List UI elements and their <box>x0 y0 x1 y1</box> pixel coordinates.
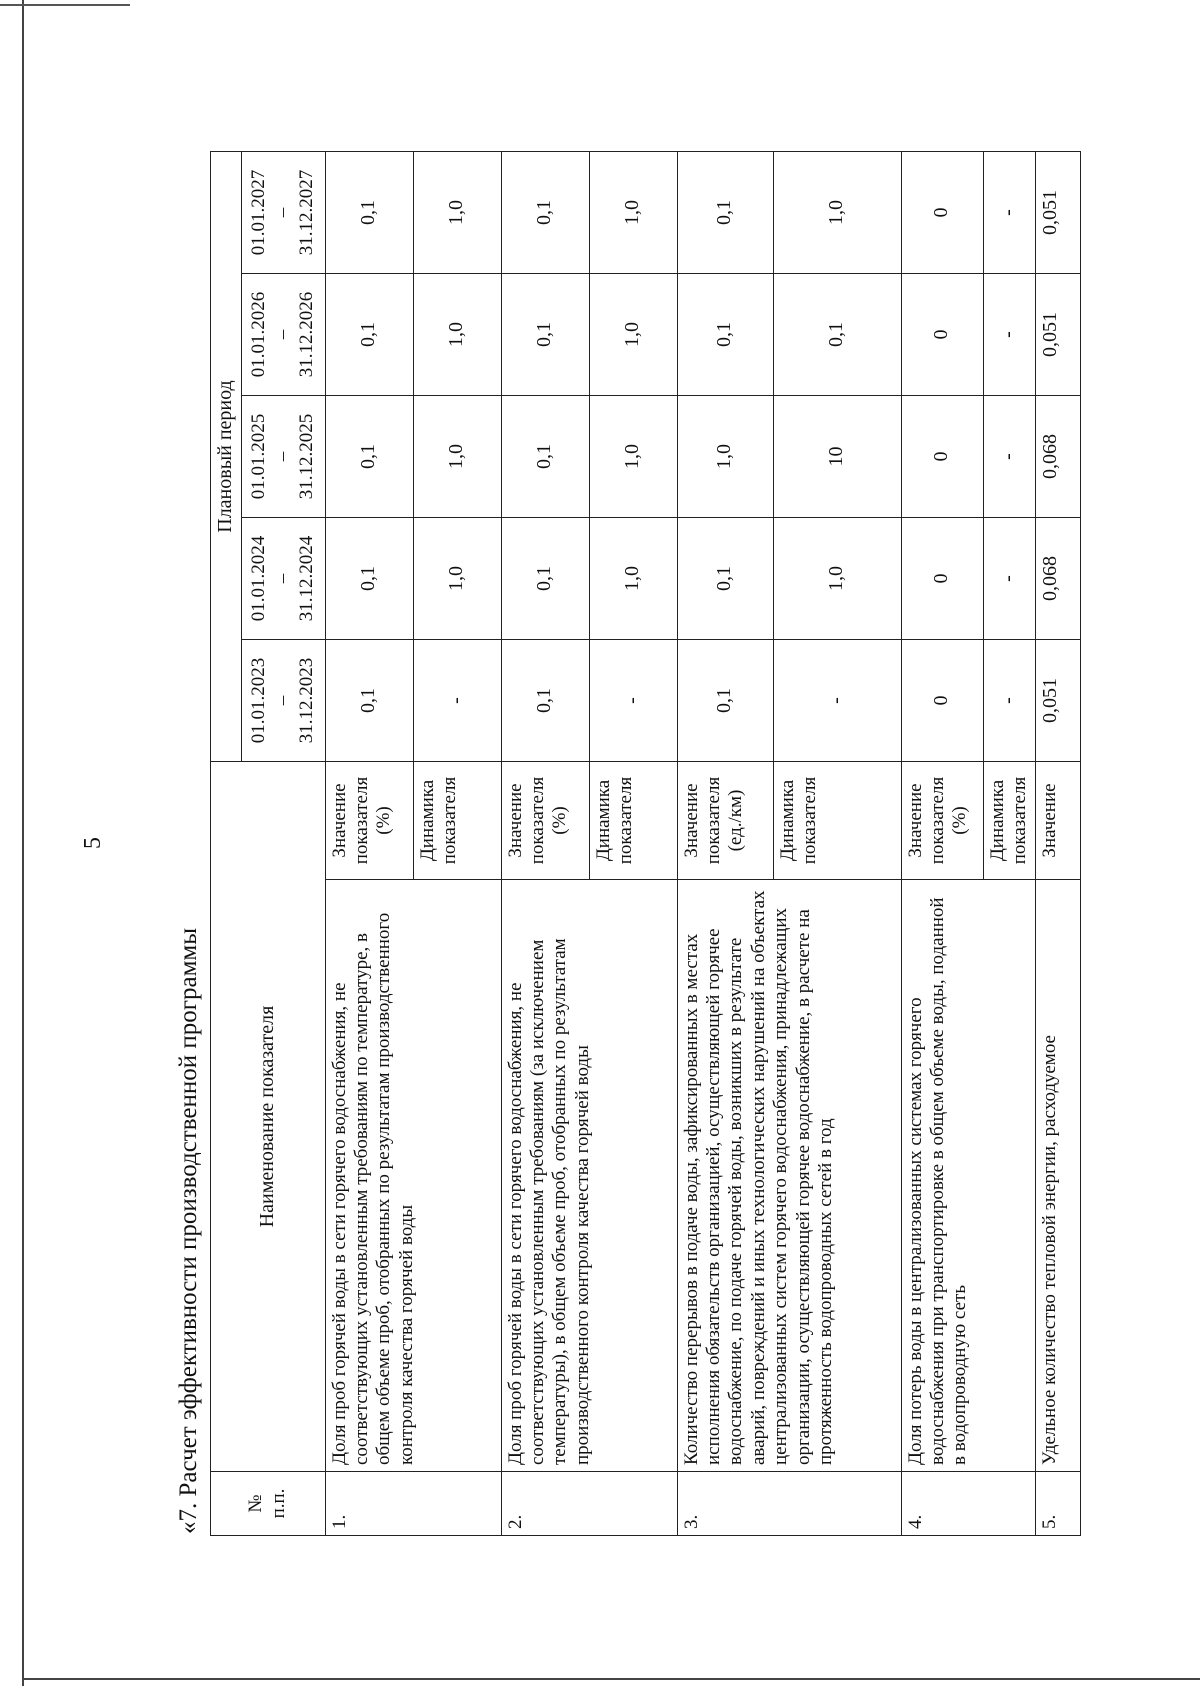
value-cell: - <box>413 640 501 762</box>
indicator-type: Значение показателя (ед./км) <box>677 762 773 880</box>
indicator-type: Динамика показателя <box>983 762 1035 880</box>
table-wrapper <box>210 151 1081 1536</box>
value-cell: - <box>983 640 1035 762</box>
indicator-name: Удельное количество тепловой энергии, расходуемое <box>1035 880 1080 1472</box>
value-cell: - <box>983 152 1035 274</box>
value-cell: - <box>983 274 1035 396</box>
period-to: 31.12.2026 <box>296 291 318 378</box>
table-row <box>325 152 413 1536</box>
value-cell: 0,1 <box>501 518 589 640</box>
row-number: 5. <box>1035 1472 1080 1536</box>
table-row <box>901 152 983 1536</box>
value-cell: 0,1 <box>677 640 773 762</box>
value-cell: 1,0 <box>413 396 501 518</box>
value-cell: - <box>983 396 1035 518</box>
value-cell: 0,1 <box>677 274 773 396</box>
value-cell: 1,0 <box>773 152 901 274</box>
indicator-type: Динамика показателя <box>413 762 501 880</box>
period-dash: – <box>271 207 293 218</box>
period-column-header <box>241 274 325 396</box>
row-number: 4. <box>901 1472 1035 1536</box>
period-from: 01.01.2023 <box>247 657 269 744</box>
period-from: 01.01.2026 <box>247 291 269 378</box>
period-column-header <box>241 152 325 274</box>
value-cell: 1,0 <box>413 274 501 396</box>
header-number: № п.п. <box>211 1472 326 1536</box>
period-column-header <box>241 396 325 518</box>
value-cell: 0,068 <box>1035 518 1080 640</box>
indicator-type: Значение показателя (%) <box>901 762 983 880</box>
period-from: 01.01.2025 <box>247 413 269 500</box>
period-from: 01.01.2024 <box>247 535 269 622</box>
period-to: 31.12.2024 <box>296 535 318 622</box>
table-row <box>501 152 589 1536</box>
period-column-header <box>241 640 325 762</box>
value-cell: 1,0 <box>589 518 677 640</box>
indicator-name: Доля проб горячей воды в сети горячего водоснабжения, не соответствующих установленным требованиям по температуре, в общем объеме проб, отобранных по результатам производственного контроля качества горячей воды <box>325 880 501 1472</box>
value-cell: 1,0 <box>589 396 677 518</box>
value-cell: 0,1 <box>677 518 773 640</box>
value-cell: - <box>773 640 901 762</box>
value-cell: 0,1 <box>501 640 589 762</box>
value-cell: 1,0 <box>413 152 501 274</box>
period-dash: – <box>271 695 293 706</box>
indicator-type: Значение показателя (%) <box>325 762 413 880</box>
value-cell: 1,0 <box>589 274 677 396</box>
period-column-header <box>241 518 325 640</box>
section-title: «7. Расчет эффективности производственной программы <box>175 927 202 1534</box>
value-cell: 0,068 <box>1035 396 1080 518</box>
value-cell: 0 <box>901 640 983 762</box>
value-cell: 0,1 <box>501 396 589 518</box>
performance-table <box>210 151 1081 1536</box>
value-cell: 1,0 <box>413 518 501 640</box>
value-cell: - <box>983 518 1035 640</box>
period-to: 31.12.2025 <box>296 413 318 500</box>
value-cell: 0,1 <box>325 518 413 640</box>
period-to: 31.12.2023 <box>296 657 318 744</box>
header-planned-period: Плановый период <box>211 152 242 762</box>
value-cell: 0,1 <box>677 152 773 274</box>
page-number: 5 <box>80 837 106 849</box>
value-cell: 0,051 <box>1035 640 1080 762</box>
value-cell: 0,1 <box>501 274 589 396</box>
indicator-name: Доля проб горячей воды в сети горячего водоснабжения, не соответствующих установленным требованиям (за исключением температуры), в общем объеме проб, отобранных по результатам производственного контроля качества горячей воды <box>501 880 677 1472</box>
indicator-type: Динамика показателя <box>773 762 901 880</box>
period-dash: – <box>271 329 293 340</box>
value-cell: 10 <box>773 396 901 518</box>
value-cell: 0,1 <box>773 274 901 396</box>
value-cell: 0 <box>901 274 983 396</box>
value-cell: 0 <box>901 518 983 640</box>
value-cell: 0 <box>901 152 983 274</box>
period-dash: – <box>271 451 293 462</box>
value-cell: 0,1 <box>325 152 413 274</box>
value-cell: 1,0 <box>677 396 773 518</box>
value-cell: 1,0 <box>589 152 677 274</box>
value-cell: 1,0 <box>773 518 901 640</box>
indicator-type: Значение <box>1035 762 1080 880</box>
period-to: 31.12.2027 <box>296 169 318 256</box>
value-cell: 0,1 <box>501 152 589 274</box>
row-number: 3. <box>677 1472 901 1536</box>
row-number: 1. <box>325 1472 501 1536</box>
value-cell: 0,051 <box>1035 152 1080 274</box>
table-row <box>1035 152 1080 1536</box>
period-dash: – <box>271 573 293 584</box>
value-cell: - <box>589 640 677 762</box>
indicator-type: Динамика показателя <box>589 762 677 880</box>
indicator-name: Количество перерывов в подаче воды, зафиксированных в местах исполнения обязательств организацией, осуществляющей горячее водоснабжение, по подаче горячей воды, возникших в результате аварий, повреждений и иных технологических нарушений на объектах централизованных систем горячего водоснабжения, принадлежащих организации, осуществляющей горячее водоснабжение, в расчете на протяженность водопроводных сетей в год <box>677 880 901 1472</box>
header-indicator-name: Наименование показателя <box>211 762 326 1472</box>
table-row <box>677 152 773 1536</box>
value-cell: 0,1 <box>325 640 413 762</box>
value-cell: 0 <box>901 396 983 518</box>
value-cell: 0,1 <box>325 274 413 396</box>
indicator-name: Доля потерь воды в централизованных системах горячего водоснабжения при транспортировке в общем объеме воды, поданной в водопроводную сеть <box>901 880 1035 1472</box>
value-cell: 0,1 <box>325 396 413 518</box>
period-from: 01.01.2027 <box>247 169 269 256</box>
value-cell: 0,051 <box>1035 274 1080 396</box>
indicator-type: Значение показателя (%) <box>501 762 589 880</box>
row-number: 2. <box>501 1472 677 1536</box>
